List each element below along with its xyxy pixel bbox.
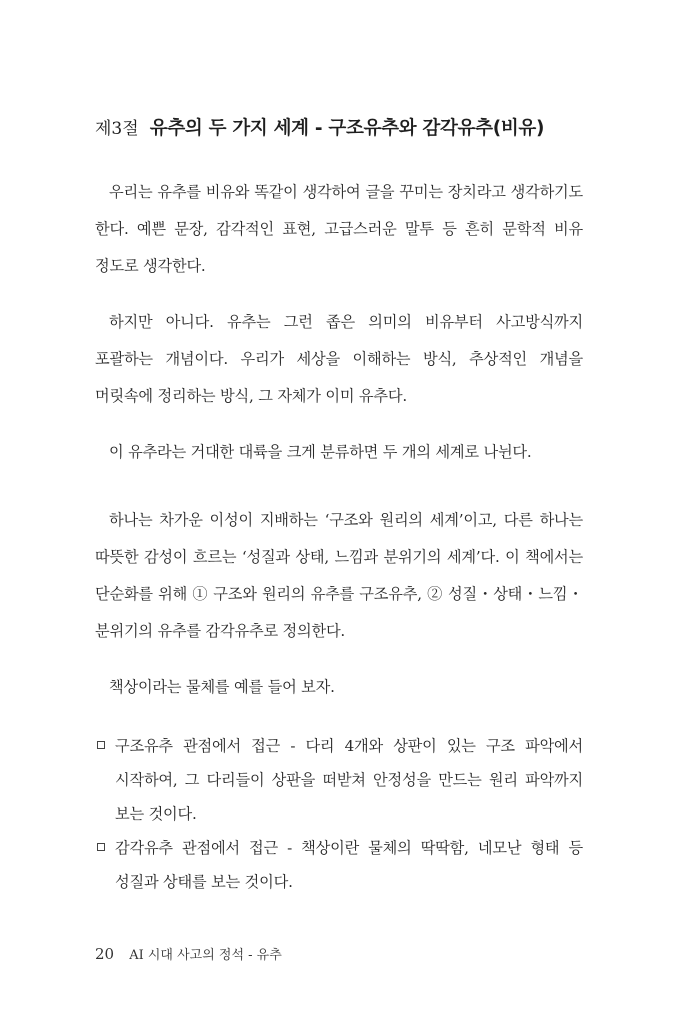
page-footer: [95, 944, 282, 963]
list-item-text: 구조유추 관점에서 접근 - 다리 4개와 상판이 있는 구조 파악에서 시작하여, 그 다리들이 상판을 떠받쳐 안정성을 만드는 원리 파악까지 보는 것이다.: [115, 737, 583, 823]
paragraph: 하지만 아니다. 유추는 그런 좁은 의미의 비유부터 사고방식까지 포괄하는 개념이다. 우리가 세상을 이해하는 방식, 추상적인 개념을 머릿속에 정리하는 방식, 그 자체가 이미 유추다.: [95, 313, 583, 405]
page-number: 20: [95, 945, 115, 963]
square-bullet-icon: [97, 843, 105, 851]
bullet-list: [95, 729, 583, 899]
square-bullet-icon: [97, 741, 105, 749]
list-item: [95, 729, 583, 831]
section-title: 유추의 두 가지 세계 - 구조유추와 감각유추(비유): [149, 118, 545, 139]
section-number: 제3절: [95, 119, 139, 139]
running-title: AI 시대 사고의 정석 - 유추: [129, 948, 282, 963]
paragraph: 우리는 유추를 비유와 똑같이 생각하여 글을 꾸미는 장치라고 생각하기도 한다. 예쁜 문장, 감각적인 표현, 고급스러운 말투 등 흔히 문학적 비유 정도로 생각한다.: [95, 183, 583, 275]
list-item: [95, 831, 583, 899]
paragraph: 하나는 차가운 이성이 지배하는 ‘구조와 원리의 세계’이고, 다른 하나는 따뜻한 감성이 흐르는 ‘성질과 상태, 느낌과 분위기의 세계’다. 이 책에서는 단순화를 위해 ① 구조와 원리의 유추를 구조유추, ② 성질・상태・느낌・분위기의 유추를 감각유추로 정의한다.: [95, 511, 583, 640]
section-heading: [95, 114, 615, 140]
paragraph: 책상이라는 물체를 예를 들어 보자.: [109, 678, 335, 696]
paragraph: 이 유추라는 거대한 대륙을 크게 분류하면 두 개의 세계로 나뉜다.: [109, 443, 532, 461]
list-item-text: 감각유추 관점에서 접근 - 책상이란 물체의 딱딱함, 네모난 형태 등 성질과 상태를 보는 것이다.: [115, 839, 583, 891]
